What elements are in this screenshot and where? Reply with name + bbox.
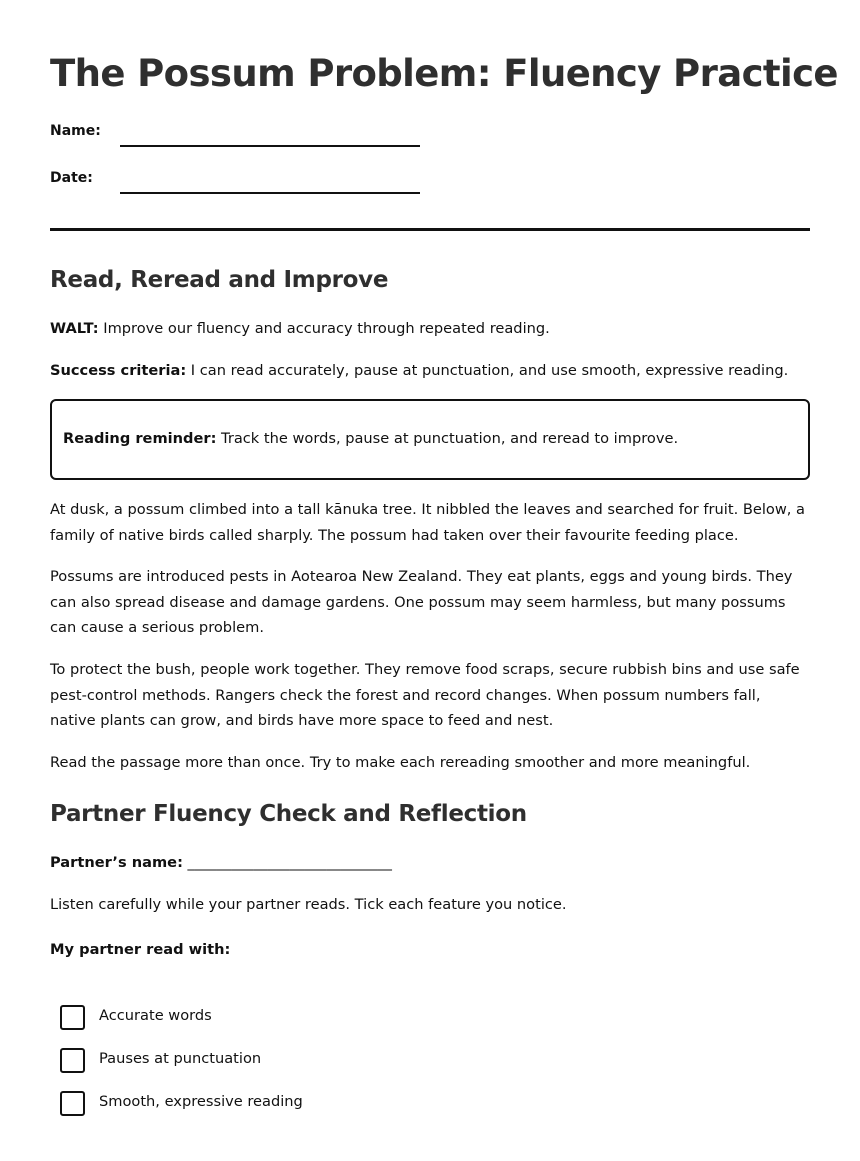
date-field[interactable] xyxy=(50,168,430,198)
success-criteria-label: Success criteria: xyxy=(50,362,187,379)
section-heading-read: Read, Reread and Improve xyxy=(50,267,389,293)
reading-reminder-text: Track the words, pause at punctuation, and reread to improve. xyxy=(216,430,679,447)
checklist-item-accurate-words[interactable] xyxy=(60,1005,460,1029)
name-field[interactable] xyxy=(50,121,430,151)
section-heading-partner: Partner Fluency Check and Reflection xyxy=(50,801,527,827)
reading-reminder-box xyxy=(50,399,810,480)
partner-instruction: Listen carefully while your partner reads. Tick each feature you notice. xyxy=(50,896,567,913)
checklist-heading: My partner read with: xyxy=(50,941,231,958)
success-criteria-line xyxy=(50,358,810,384)
checklist-item-label: Pauses at punctuation xyxy=(99,1050,262,1067)
checkbox[interactable] xyxy=(60,1091,85,1116)
reread-instruction: Read the passage more than once. Try to make each rereading smoother and more meaningful. xyxy=(50,754,751,771)
partner-name-label: Partner’s name: xyxy=(50,854,183,871)
success-criteria-text: I can read accurately, pause at punctuation, and use smooth, expressive reading. xyxy=(186,362,789,379)
checkbox[interactable] xyxy=(60,1005,85,1030)
checklist-item-label: Accurate words xyxy=(99,1007,212,1024)
header-divider xyxy=(50,228,810,231)
partner-name-line[interactable] xyxy=(50,850,810,876)
passage-paragraph-1: At dusk, a possum climbed into a tall kānuka tree. It nibbled the leaves and searched for fruit. Below, a family of native birds called sharply. The possum had taken over their favourite feeding place. xyxy=(50,501,805,544)
walt-text: Improve our fluency and accuracy through repeated reading. xyxy=(98,320,550,337)
checklist-item-pauses[interactable] xyxy=(60,1048,460,1072)
passage-paragraph-2: Possums are introduced pests in Aotearoa New Zealand. They eat plants, eggs and young birds. They can also spread disease and damage gardens. One possum may seem harmless, but many possums can cause a serious problem. xyxy=(50,568,793,636)
checklist-item-smooth-expressive[interactable] xyxy=(60,1091,460,1115)
passage-paragraph-3: To protect the bush, people work together. They remove food scraps, secure rubbish bins and use safe pest-control methods. Rangers check the forest and record changes. When possum numbers fall, native plants can grow, and birds have more space to feed and nest. xyxy=(50,661,800,729)
name-line[interactable] xyxy=(120,145,420,147)
name-label: Name: xyxy=(50,123,101,139)
reading-reminder-label: Reading reminder: xyxy=(63,430,217,447)
partner-name-blank[interactable]: ____________________________ xyxy=(182,854,392,871)
date-line[interactable] xyxy=(120,192,420,194)
reading-reminder xyxy=(63,429,678,449)
date-label: Date: xyxy=(50,170,93,186)
walt-label: WALT: xyxy=(50,320,99,337)
checkbox[interactable] xyxy=(60,1048,85,1073)
worksheet-title: The Possum Problem: Fluency Practice xyxy=(50,52,838,95)
checklist-item-label: Smooth, expressive reading xyxy=(99,1093,303,1110)
walt-line xyxy=(50,316,810,342)
